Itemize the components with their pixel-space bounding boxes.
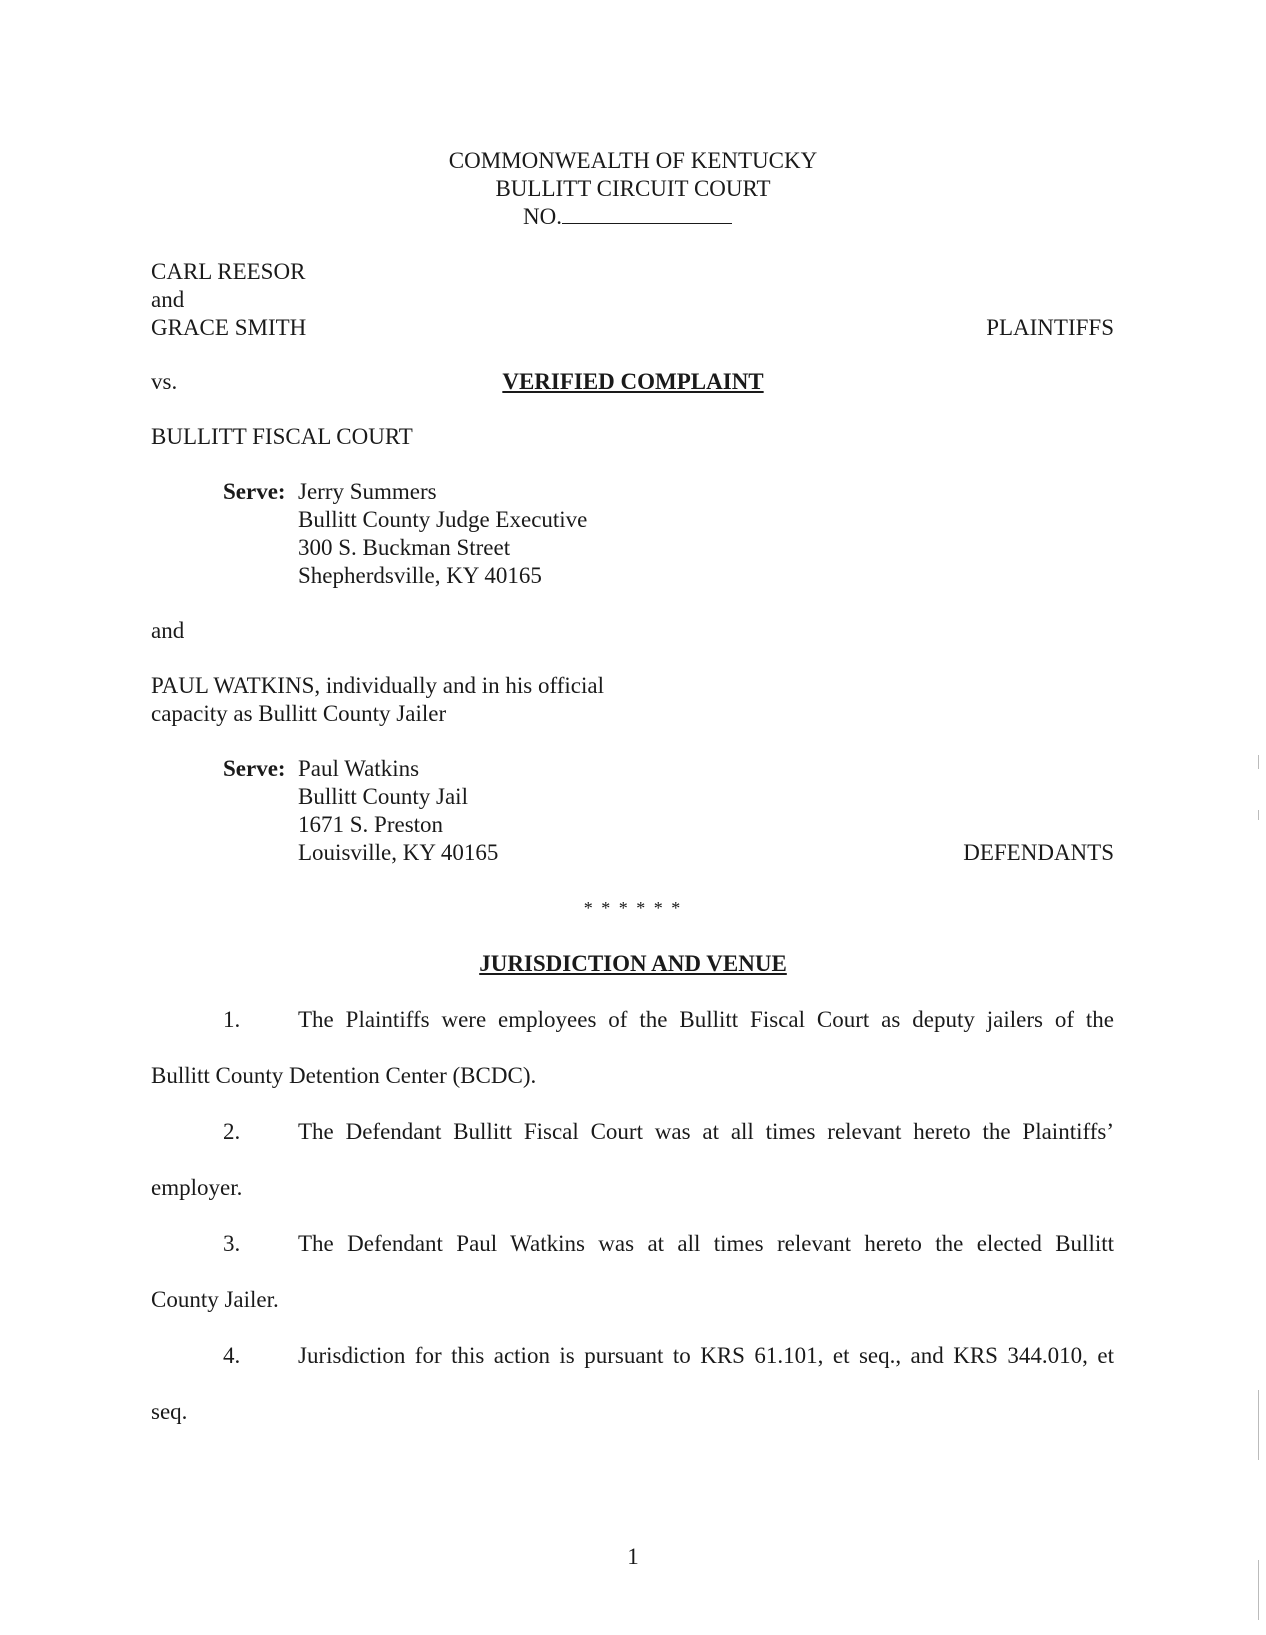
versus-label: vs.	[151, 369, 178, 394]
plaintiffs-role: PLAINTIFFS	[986, 315, 1114, 340]
defendant-2-serve-line: 1671 S. Preston	[298, 812, 444, 837]
paragraph-number: 1.	[223, 1007, 241, 1032]
scan-mark	[1258, 1390, 1259, 1460]
case-number-blank	[562, 203, 732, 224]
defendant-1-serve-line: 300 S. Buckman Street	[298, 535, 511, 560]
paragraph-number: 2.	[223, 1119, 241, 1144]
paragraph-continuation: Bullitt County Detention Center (BCDC).	[151, 1063, 537, 1088]
paragraph-number: 3.	[223, 1231, 241, 1256]
document-title: VERIFIED COMPLAINT	[502, 369, 764, 394]
paragraph-number: 4.	[223, 1343, 241, 1368]
defendant-2-serve-line: Paul Watkins	[298, 756, 420, 781]
plaintiff-conjunction: and	[151, 287, 185, 312]
plaintiff-name-1: CARL REESOR	[151, 259, 306, 284]
paragraph-first-line: The Defendant Bullitt Fiscal Court was at all times relevant hereto the Plaintiffs’	[298, 1119, 1114, 1144]
paragraph-continuation: County Jailer.	[151, 1287, 279, 1312]
section-separator: * * * * * *	[583, 898, 683, 918]
page-number: 1	[627, 1544, 639, 1569]
case-number-label: NO.	[523, 204, 562, 229]
court-caption-line2: BULLITT CIRCUIT COURT	[495, 176, 771, 201]
defendant-2-serve-label: Serve:	[223, 756, 286, 781]
defendant-2-name-line2: capacity as Bullitt County Jailer	[151, 701, 447, 726]
case-number	[523, 203, 732, 231]
defendants-role: DEFENDANTS	[963, 840, 1114, 865]
paragraph-continuation: seq.	[151, 1399, 188, 1424]
plaintiff-name-2: GRACE SMITH	[151, 315, 307, 340]
paragraph-first-line: Jurisdiction for this action is pursuant to KRS 61.101, et seq., and KRS 344.010, et	[298, 1343, 1114, 1368]
paragraph-first-line: The Plaintiffs were employees of the Bullitt Fiscal Court as deputy jailers of the	[298, 1007, 1114, 1032]
defendant-1-serve-line: Jerry Summers	[298, 479, 437, 504]
defendant-1-name: BULLITT FISCAL COURT	[151, 424, 413, 449]
paragraph-first-line: The Defendant Paul Watkins was at all times relevant hereto the elected Bullitt	[298, 1231, 1114, 1256]
court-caption-line1: COMMONWEALTH OF KENTUCKY	[448, 148, 818, 173]
scan-mark	[1258, 1560, 1259, 1620]
scan-mark	[1258, 810, 1259, 820]
scan-mark	[1258, 755, 1259, 769]
defendant-2-serve-line: Bullitt County Jail	[298, 784, 468, 809]
paragraph-continuation: employer.	[151, 1175, 243, 1200]
defendant-1-serve-line: Shepherdsville, KY 40165	[298, 563, 542, 588]
defendant-1-serve-line: Bullitt County Judge Executive	[298, 507, 588, 532]
defendant-2-name-line1: PAUL WATKINS, individually and in his official	[151, 673, 604, 698]
defendants-conjunction: and	[151, 618, 185, 643]
defendant-2-serve-line: Louisville, KY 40165	[298, 840, 499, 865]
defendant-1-serve-label: Serve:	[223, 479, 286, 504]
section-heading: JURISDICTION AND VENUE	[479, 951, 787, 976]
